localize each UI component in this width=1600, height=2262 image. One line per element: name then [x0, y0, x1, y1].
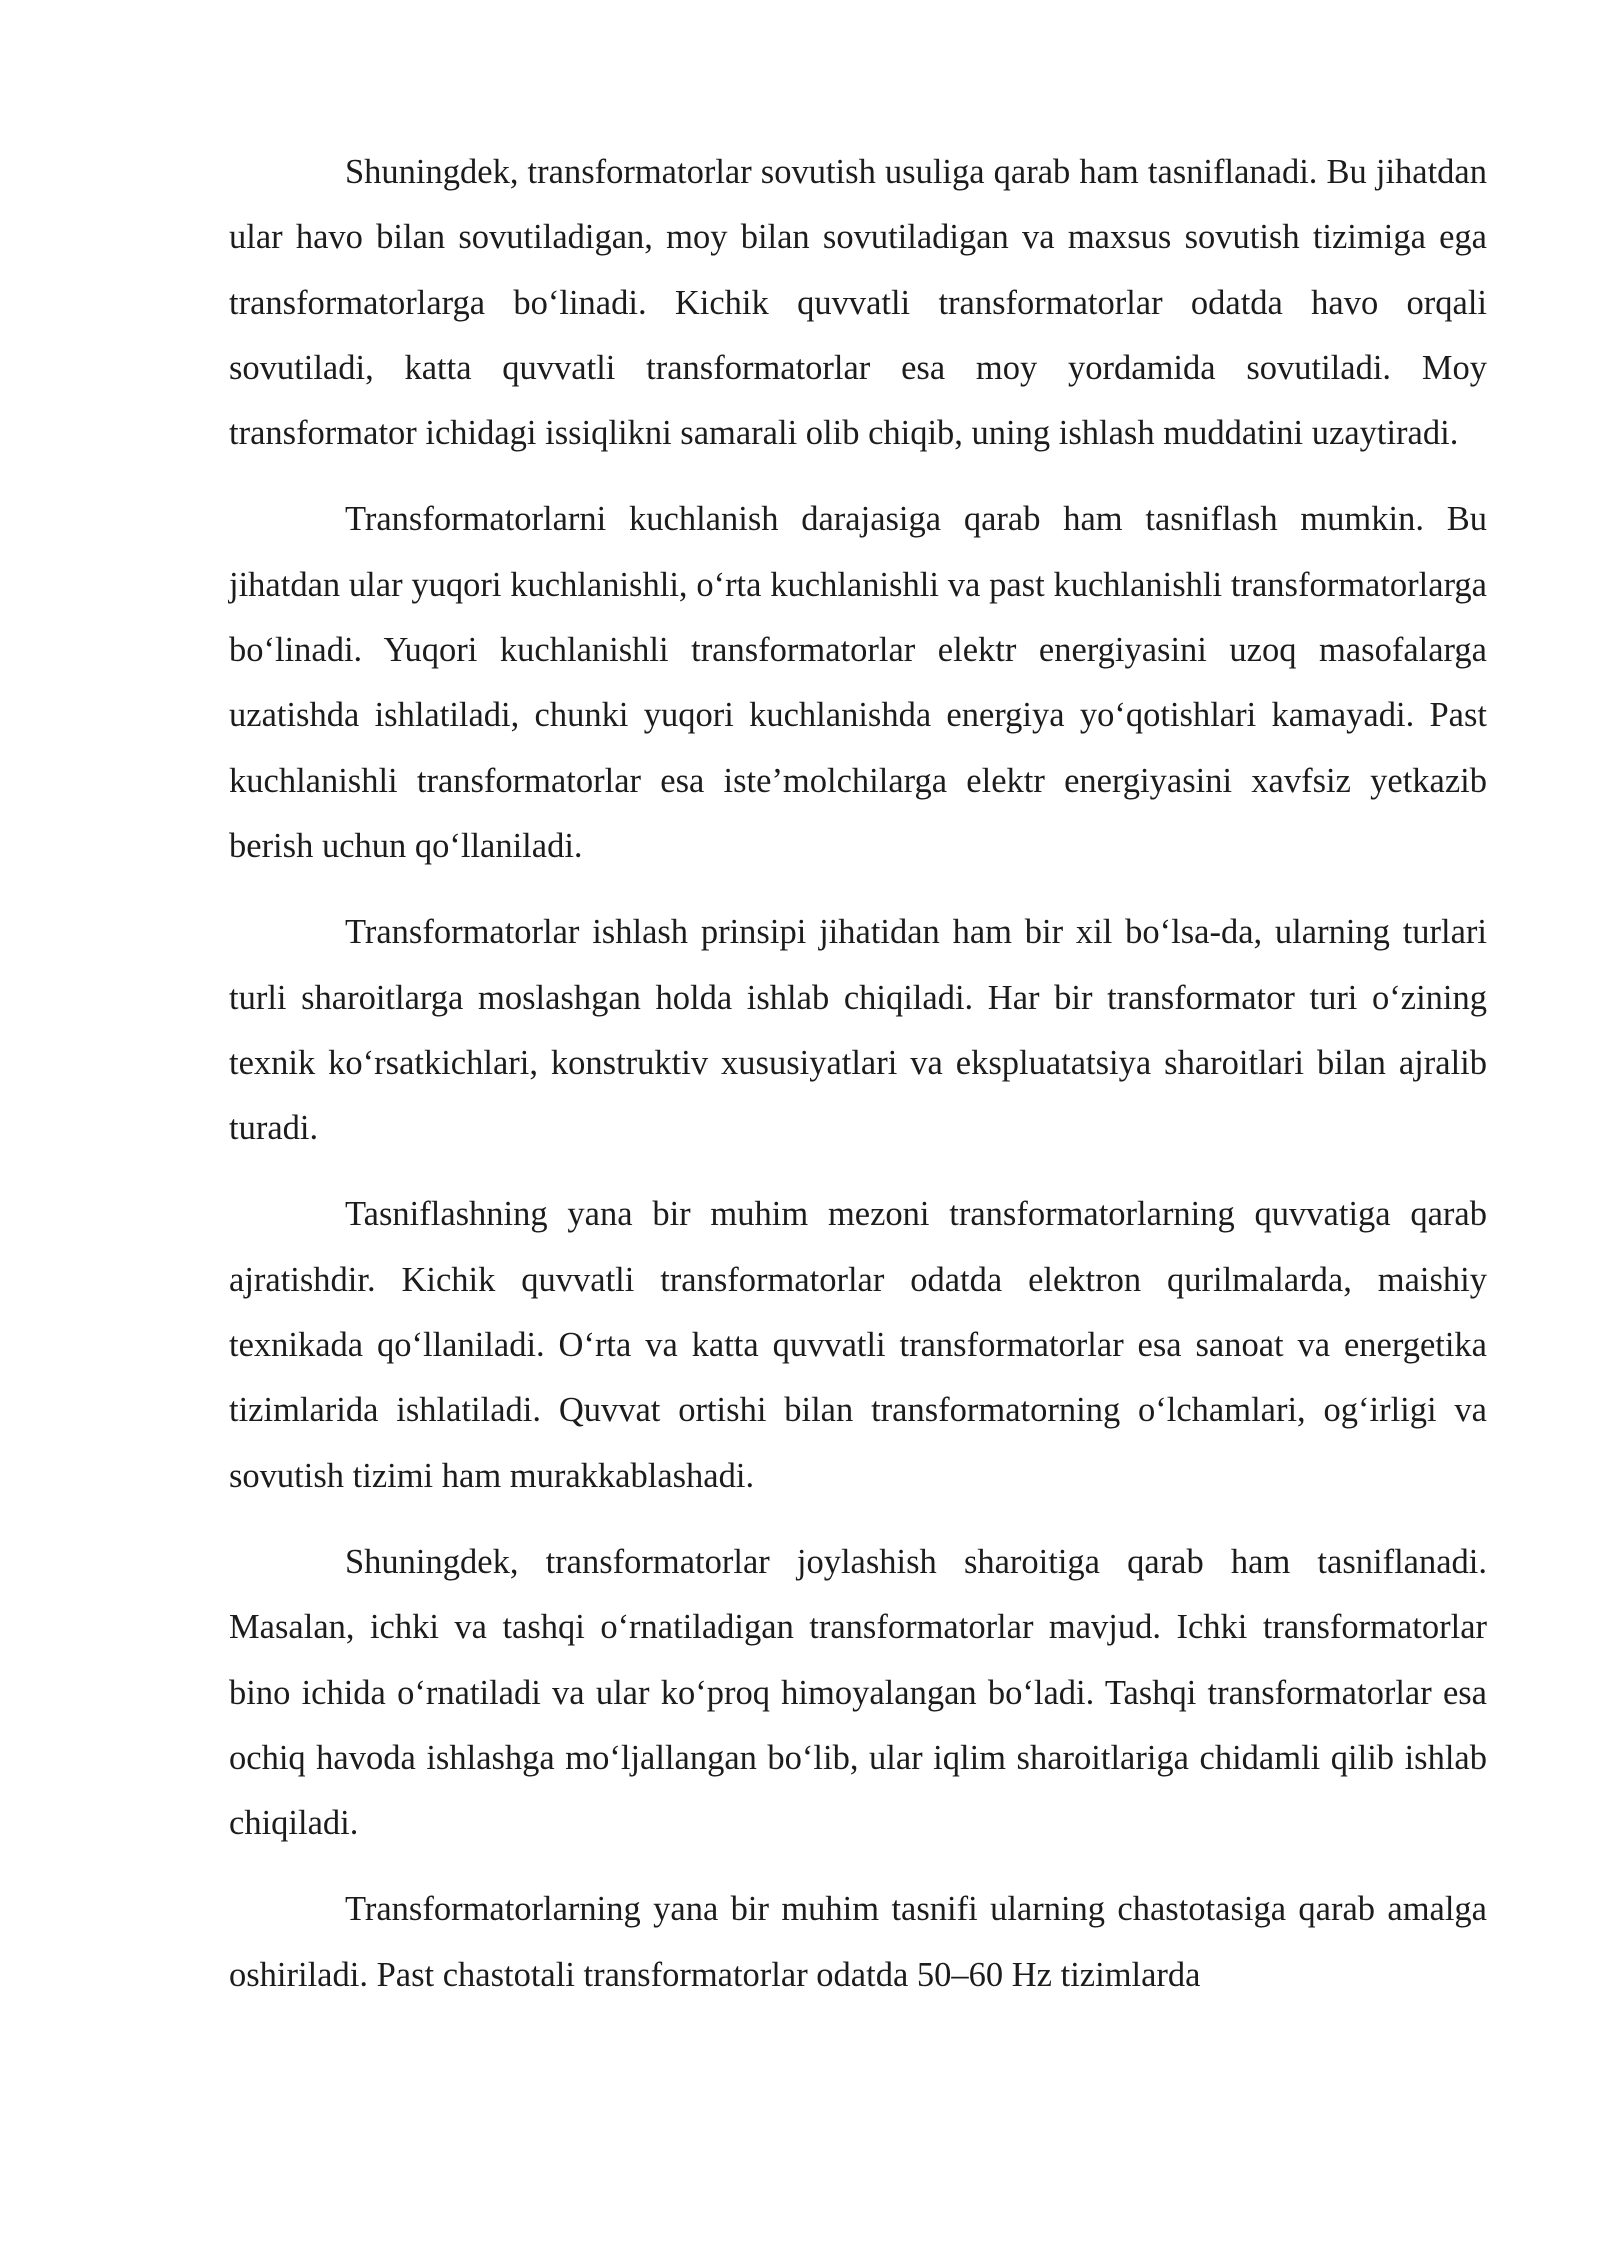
paragraph-voltage-classification: Transformatorlarni kuchlanish darajasiga qarab ham tasniflash mumkin. Bu jihatdan ular yuqori kuchlanishli, o‘rta kuchlanishli va past kuchlanishli transformatorlarga bo‘linadi. Yuqori kuchlanishli transformatorlar elektr energiyasini uzoq masofalarga uzatishda ishlatiladi, chunki yuqori kuchlanishda energiya yo‘qotishlari kamayadi. Past kuchlanishli transformatorlar esa iste’molchilarga elektr energiyasini xavfsiz yetkazib berish uchun qo‘llaniladi. [229, 500, 1487, 865]
document-body [229, 140, 1487, 2029]
paragraph-frequency-classification: Transformatorlarning yana bir muhim tasnifi ularning chastotasiga qarab amalga oshiriladi. Past chastotali transformatorlar odatda 50–60 Hz tizimlarda [229, 1890, 1487, 1994]
paragraph-installation-classification: Shuningdek, transformatorlar joylashish sharoitiga qarab ham tasniflanadi. Masalan, ichki va tashqi o‘rnatiladigan transformatorlar mavjud. Ichki transformatorlar bino ichida o‘rnatiladi va ular ko‘proq himoyalangan bo‘ladi. Tashqi transformatorlar esa ochiq havoda ishlashga mo‘ljallangan bo‘lib, ular iqlim sharoitlariga chidamli qilib ishlab chiqiladi. [229, 1542, 1487, 1843]
paragraph-operating-principle: Transformatorlar ishlash prinsipi jihatidan ham bir xil bo‘lsa-da, ularning turlari turli sharoitlarga moslashgan holda ishlab chiqiladi. Har bir transformator turi o‘zining texnik ko‘rsatkichlari, konstruktiv xususiyatlari va ekspluatatsiya sharoitlari bilan ajralib turadi. [229, 913, 1487, 1148]
paragraph-power-classification: Tasniflashning yana bir muhim mezoni transformatorlarning quvvatiga qarab ajratishdir. Kichik quvvatli transformatorlar odatda elektron qurilmalarda, maishiy texnikada qo‘llaniladi. O‘rta va katta quvvatli transformatorlar esa sanoat va energetika tizimlarida ishlatiladi. Quvvat ortishi bilan transformatorning o‘lchamlari, og‘irligi va sovutish tizimi ham murakkablashadi. [229, 1195, 1487, 1495]
paragraph-cooling-classification: Shuningdek, transformatorlar sovutish usuliga qarab ham tasniflanadi. Bu jihatdan ular havo bilan sovutiladigan, moy bilan sovutiladigan va maxsus sovutish tizimiga ega transformatorlarga bo‘linadi. Kichik quvvatli transformatorlar odatda havo orqali sovutiladi, katta quvvatli transformatorlar esa moy yordamida sovutiladi. Moy transformator ichidagi issiqlikni samarali olib chiqib, uning ishlash muddatini uzaytiradi. [229, 153, 1487, 453]
